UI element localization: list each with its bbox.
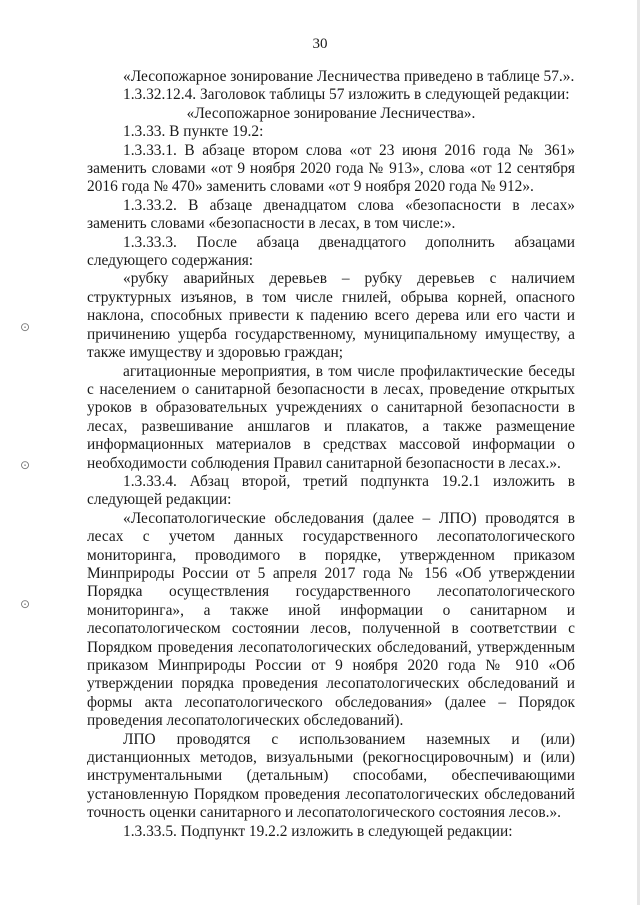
document-body — [87, 68, 575, 841]
paragraph-1-3-33-2: 1.3.33.2. В абзаце двенадцатом слова «безопасности в лесах» заменить словами «безопасности в лесах, в том числе:». — [87, 196, 575, 233]
paragraph-table-title: «Лесопожарное зонирование Лесничества». — [186, 104, 476, 122]
hole-punch-mark-icon: ⊙ — [19, 320, 31, 334]
hole-punch-mark-icon: ⊙ — [19, 458, 31, 472]
paragraph-1-3-33-5: 1.3.33.5. Подпункт 19.2.2 изложить в следующей редакции: — [123, 822, 513, 840]
paragraph-emergency-trees: «рубку аварийных деревьев – рубку деревьев с наличием структурных изъянов, в том числе гнилей, обрыва корней, опасного наклона, способных привести к падению всего дерева или его части и причинению ущерба государственному, муниципальному имуществу, а также имуществу и здоровью граждан; — [87, 270, 575, 362]
paragraph-lpo-methods: ЛПО проводятся с использованием наземных и (или) дистанционных методов, визуальными (рекогносцировочным) и (или) инструментальными (детальным) способами, обеспечивающими установленную Порядком проведения лесопатологических обследований точность оценки санитарного и лесопатологического состояния лесов.». — [87, 730, 575, 822]
paragraph-lpo-definition: «Лесопатологические обследования (далее – ЛПО) проводятся в лесах с учетом данных государственного лесопатологического мониторинга, проводимого в порядке, утвержденном приказом Минприроды России от 5 апреля 2017 года № 156 «Об утверждении Порядка осуществления государственного лесопатологического мониторинга», а также иной информации о санитарном и лесопатологическом состоянии лесов, полученной в соответствии с Порядком проведения лесопатологических обследований, утвержденным приказом Минприроды России от 9 ноября 2020 года № 910 «Об утверждении порядка проведения лесопатологических обследований и формы акта лесопатологического обследования» (далее – Порядок проведения лесопатологических обследований). — [87, 509, 575, 730]
paragraph-1-3-33-3: 1.3.33.3. После абзаца двенадцатого дополнить абзацами следующего содержания: — [87, 233, 575, 270]
page-number: 30 — [312, 36, 328, 52]
paragraph-campaign-measures: агитационные мероприятия, в том числе профилактические беседы с населением о санитарной безопасности в лесах, проведение открытых уроков в образовательных учреждениях о санитарной безопасности в лесах, развешивание аншлагов и плакатов, а также размещение информационных материалов в средствах массовой информации о необходимости соблюдения Правил санитарной безопасности в лесах.». — [87, 362, 575, 472]
hole-punch-mark-icon: ⊙ — [19, 597, 31, 611]
paragraph-1-3-33: 1.3.33. В пункте 19.2: — [123, 123, 264, 141]
paragraph-table-57-note: «Лесопожарное зонирование Лесничества приведено в таблице 57.». — [123, 68, 575, 85]
paragraph-1-3-33-1: 1.3.33.1. В абзаце втором слова «от 23 июня 2016 года № 361» заменить словами «от 9 ноября 2020 года № 913», слова «от 12 сентября 2016 года № 470» заменить словами «от 9 ноября 2020 года № 912». — [87, 141, 575, 196]
paragraph-1-3-32-12-4: 1.3.32.12.4. Заголовок таблицы 57 изложить в следующей редакции: — [123, 86, 570, 104]
paragraph-1-3-33-4: 1.3.33.4. Абзац второй, третий подпункта 19.2.1 изложить в следующей редакции: — [87, 472, 575, 509]
